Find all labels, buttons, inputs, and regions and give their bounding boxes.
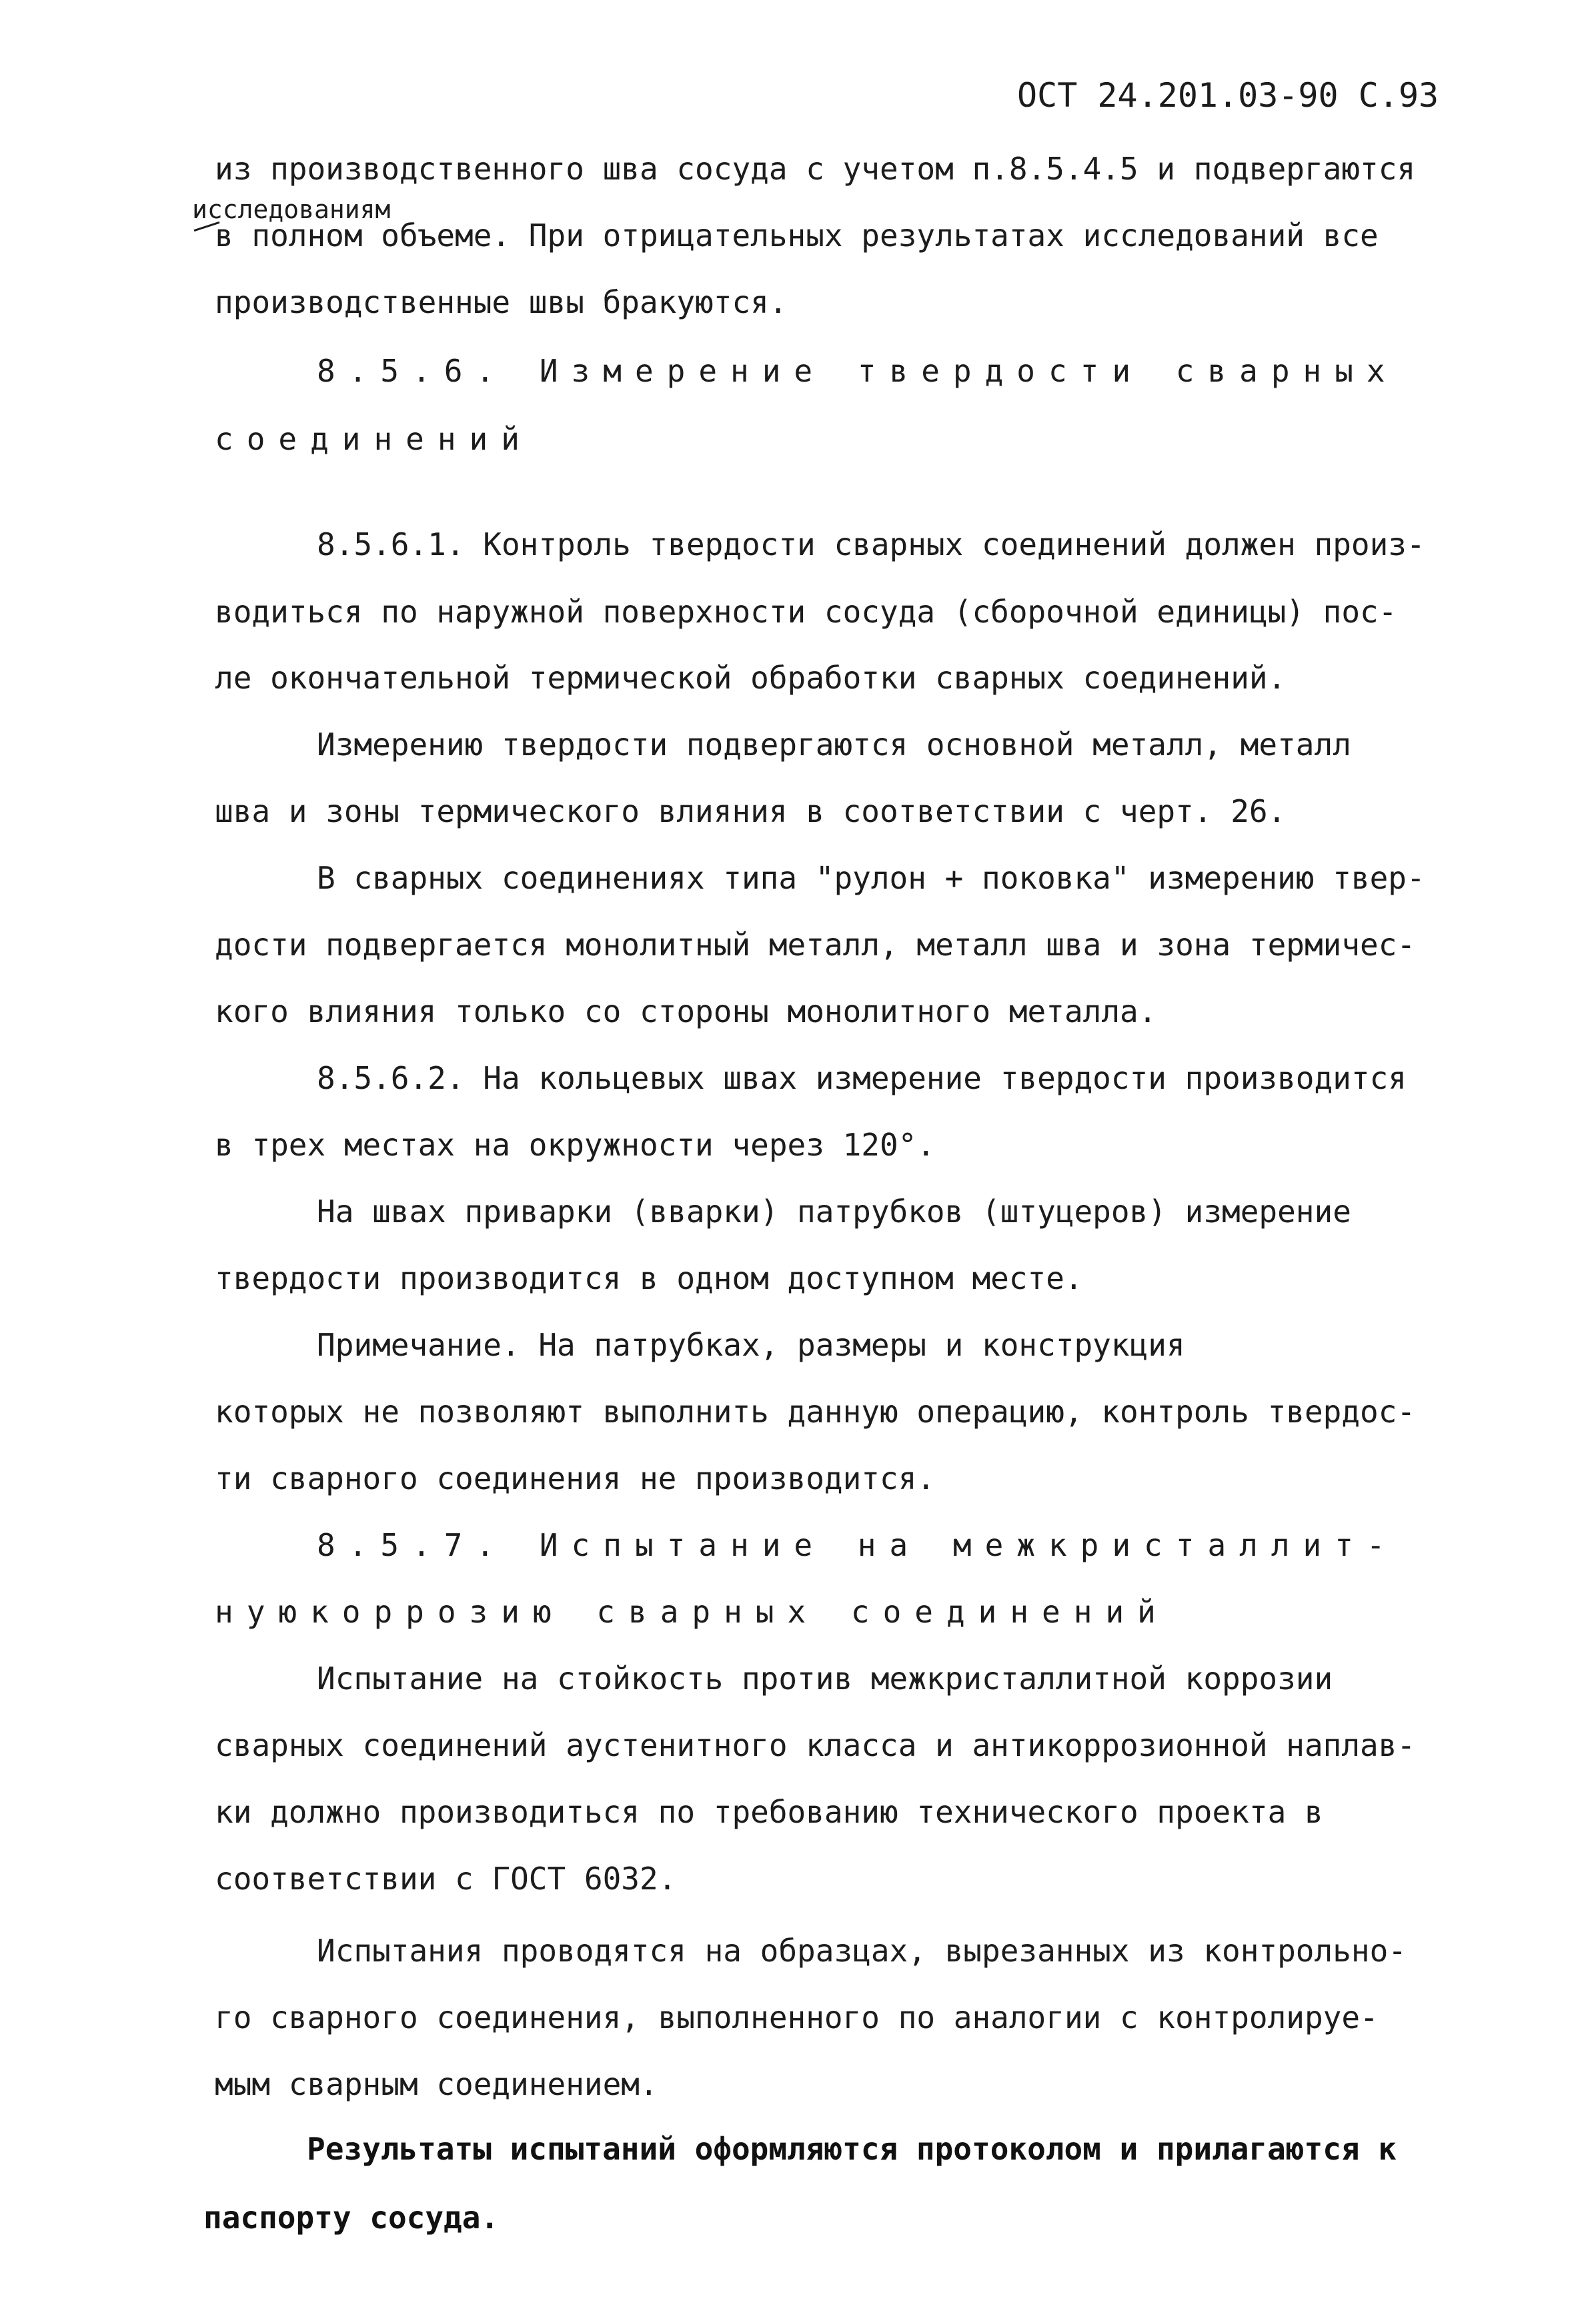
page-header-code: ОСТ 24.201.03-90 С.93 xyxy=(1017,76,1439,115)
text-line: водиться по наружной поверхности сосуда (сборочной единицы) пос- xyxy=(215,594,1397,630)
text-line: в полном объеме. При отрицательных результатах исследований все xyxy=(215,217,1379,254)
text-line: кого влияния только со стороны монолитного металла. xyxy=(215,993,1157,1029)
text-line: твердости производится в одном доступном месте. xyxy=(215,1260,1083,1296)
text-line: Испытания проводятся на образцах, вырезанных из контрольно- xyxy=(317,1933,1407,1969)
text-line: Испытание на стойкость против межкристаллитной коррозии xyxy=(317,1661,1333,1697)
text-line: сварных соединений аустенитного класса и антикоррозионной наплав- xyxy=(215,1727,1416,1763)
text-line: из производственного шва сосуда с учетом п.8.5.4.5 и подвергаются xyxy=(215,151,1416,187)
text-line: дости подвергается монолитный металл, металл шва и зона термичес- xyxy=(215,927,1416,963)
text-line: 8.5.6.1. Контроль твердости сварных соединений должен произ- xyxy=(317,526,1425,562)
text-line: В сварных соединениях типа "рулон + поковка" измерению твер- xyxy=(317,860,1425,896)
text-line: которых не позволяют выполнить данную операцию, контроль твердос- xyxy=(215,1394,1416,1430)
text-line: в трех местах на окружности через 120°. xyxy=(215,1127,936,1163)
text-line: Измерению твердости подвергаются основной металл, металл xyxy=(317,727,1351,763)
section-heading: 8.5.6. Измерение твердости сварных xyxy=(317,353,1399,389)
section-heading-cont: соединений xyxy=(215,421,533,457)
text-line: ти сварного соединения не производится. xyxy=(215,1460,936,1496)
text-line-bold: паспорту сосуда. xyxy=(203,2200,500,2236)
text-line: шва и зоны термического влияния в соответствии с черт. 26. xyxy=(215,793,1287,829)
text-line-bold: Результаты испытаний оформляются протоколом и прилагаются к xyxy=(307,2131,1397,2167)
note-line: Примечание. На патрубках, размеры и конструкция xyxy=(317,1327,1185,1363)
text-line: производственные швы бракуются. xyxy=(215,284,788,320)
section-heading: 8.5.7. Испытание на межкристаллит- xyxy=(317,1527,1399,1563)
text-line: го сварного соединения, выполненного по аналогии с контролируе- xyxy=(215,1999,1379,2035)
text-line: мым сварным соединением. xyxy=(215,2066,658,2102)
text-line: ки должно производиться по требованию технического проекта в xyxy=(215,1794,1323,1830)
section-heading-cont: нуюкоррозию сварных соединений xyxy=(215,1594,1169,1630)
text-line: 8.5.6.2. На кольцевых швах измерение твердости производится xyxy=(317,1060,1407,1096)
text-line: соответствии с ГОСТ 6032. xyxy=(215,1861,677,1897)
inserted-text-line: исследованиям xyxy=(192,195,391,224)
text-line: ле окончательной термической обработки сварных соединений. xyxy=(215,660,1287,696)
text-line: На швах приварки (вварки) патрубков (штуцеров) измерение xyxy=(317,1194,1351,1230)
